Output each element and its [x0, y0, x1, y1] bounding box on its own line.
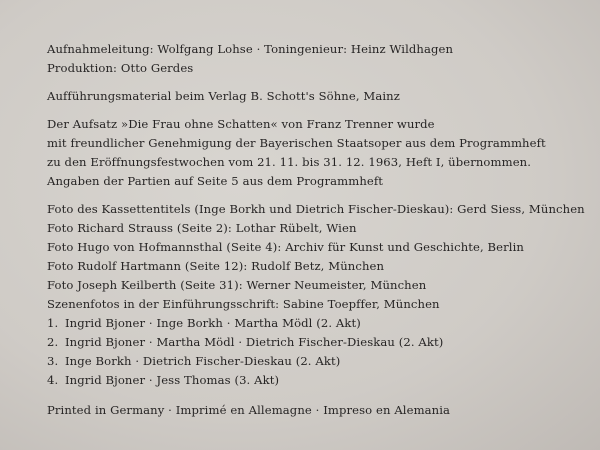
material-note: Aufführungsmaterial beim Verlag B. Schott's Söhne, Mainz: [47, 89, 400, 103]
scene-number: 2.: [47, 335, 59, 349]
photo-credit: Foto Hugo von Hofmannsthal (Seite 4): Archiv für Kunst und Geschichte, Berlin: [47, 240, 524, 254]
scene-text: Ingrid Bjoner · Inge Borkh · Martha Mödl (2. Akt): [65, 316, 361, 330]
essay-line: zu den Eröffnungsfestwochen vom 21. 11. bis 31. 12. 1963, Heft I, übernommen.: [47, 155, 532, 169]
photo-credit: Foto Joseph Keilberth (Seite 31): Werner Neumeister, München: [47, 278, 427, 292]
scene-number: 3.: [47, 354, 59, 368]
scene-number: 1.: [47, 316, 59, 330]
photo-credit: Foto des Kassettentitels (Inge Borkh und Dietrich Fischer-Dieskau): Gerd Siess, München: [47, 202, 585, 216]
scene-number: 4.: [47, 373, 59, 387]
printed-note: Printed in Germany · Imprimé en Allemagne · Impreso en Alemania: [47, 403, 451, 417]
essay-line: Angaben der Partien auf Seite 5 aus dem Programmheft: [47, 174, 384, 188]
scene-item: [47, 333, 592, 352]
photo-credit: Szenenfotos in der Einführungsschrift: Sabine Toepffer, München: [47, 297, 440, 311]
credits-page: [47, 40, 592, 420]
essay-line: mit freundlicher Genehmigung der Bayerischen Staatsoper aus dem Programmheft: [47, 136, 546, 150]
scene-text: Ingrid Bjoner · Jess Thomas (3. Akt): [65, 373, 280, 387]
photo-credit: Foto Richard Strauss (Seite 2): Lothar Rübelt, Wien: [47, 221, 357, 235]
essay-line: Der Aufsatz »Die Frau ohne Schatten« von Franz Trenner wurde: [47, 117, 435, 131]
scene-text: Ingrid Bjoner · Martha Mödl · Dietrich Fischer-Dieskau (2. Akt): [65, 335, 444, 349]
photo-credit: Foto Rudolf Hartmann (Seite 12): Rudolf Betz, München: [47, 259, 385, 273]
scene-text: Inge Borkh · Dietrich Fischer-Dieskau (2. Akt): [65, 354, 341, 368]
recording-credit: Aufnahmeleitung: Wolfgang Lohse · Toningenieur: Heinz Wildhagen: [47, 42, 454, 56]
scene-item: [47, 371, 592, 390]
production-credit: Produktion: Otto Gerdes: [47, 61, 194, 75]
scene-item: [47, 314, 592, 333]
scene-item: [47, 352, 592, 371]
